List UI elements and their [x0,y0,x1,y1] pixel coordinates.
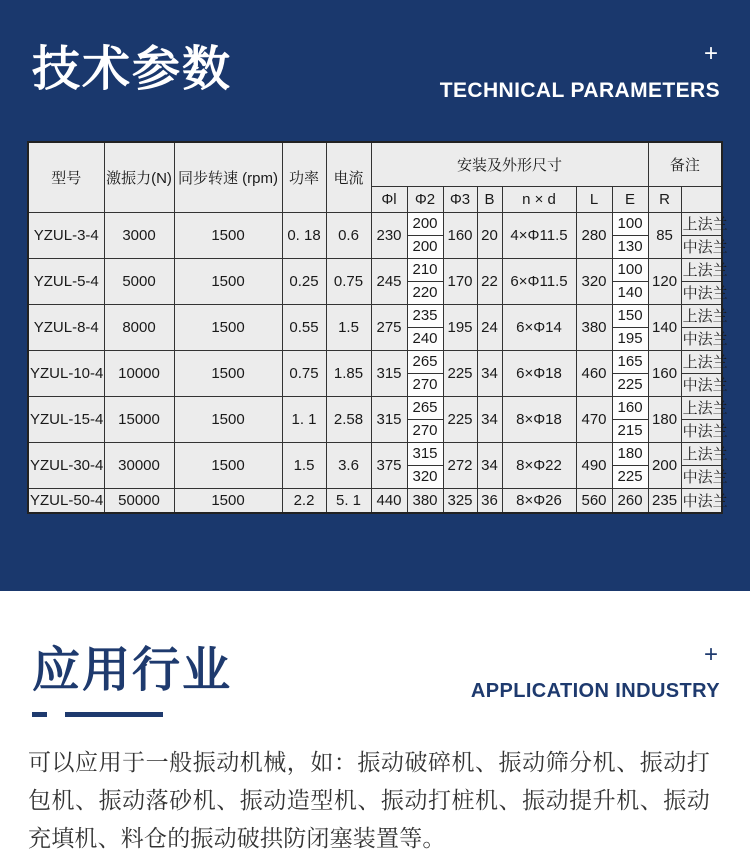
tech-section-corner [440,42,720,103]
table-row [28,350,722,373]
cell-e-top: 100 [612,258,648,281]
cell-r: 140 [648,304,681,350]
cell-force: 3000 [104,212,174,258]
cell-model: YZUL-5-4 [28,258,104,304]
app-section-title: 应用行业 [32,644,233,697]
cell-remark-top: 上法兰 [681,350,722,373]
plus-icon: + [703,641,718,668]
cell-model: YZUL-8-4 [28,304,104,350]
cell-e-bottom: 225 [612,373,648,396]
cell-power: 1.5 [282,442,326,488]
plus-icon: + [703,40,718,67]
spec-table [27,141,728,514]
cell-l: 320 [576,258,612,304]
cell-nxd: 6×Φ14 [502,304,576,350]
cell-speed: 1500 [174,350,282,396]
cell-phi1: 230 [371,212,407,258]
cell-phi1: 315 [371,350,407,396]
col-header-remark: 备注 [648,142,722,186]
cell-nxd: 8×Φ18 [502,396,576,442]
cell-current: 0.6 [326,212,371,258]
cell-power: 0. 18 [282,212,326,258]
cell-phi1: 375 [371,442,407,488]
cell-phi2-bottom: 240 [407,327,443,350]
cell-e-top: 180 [612,442,648,465]
cell-remark-top: 上法兰 [681,304,722,327]
cell-e-bottom: 195 [612,327,648,350]
cell-b: 34 [477,442,502,488]
col-header-power: 功率 [282,142,326,212]
cell-current: 5. 1 [326,488,371,513]
cell-b: 22 [477,258,502,304]
cell-r: 85 [648,212,681,258]
cell-e-bottom: 140 [612,281,648,304]
cell-force: 15000 [104,396,174,442]
cell-r: 160 [648,350,681,396]
cell-e-top: 100 [612,212,648,235]
cell-r: 180 [648,396,681,442]
cell-force: 30000 [104,442,174,488]
cell-e-top: 150 [612,304,648,327]
cell-remark-bottom: 中法兰 [681,419,722,442]
cell-b: 34 [477,350,502,396]
cell-l: 280 [576,212,612,258]
cell-phi3: 195 [443,304,477,350]
col-header-blank [681,186,722,212]
cell-phi2-bottom: 320 [407,465,443,488]
cell-phi1: 315 [371,396,407,442]
application-industry-section [0,591,750,866]
table-row [28,442,722,465]
col-header-nxd: n × d [502,186,576,212]
cell-model: YZUL-10-4 [28,350,104,396]
table-row [28,488,722,513]
cell-nxd: 6×Φ11.5 [502,258,576,304]
col-header-b: B [477,186,502,212]
cell-l: 470 [576,396,612,442]
cell-remark-top: 上法兰 [681,442,722,465]
cell-phi1: 440 [371,488,407,513]
cell-remark-bottom: 中法兰 [681,281,722,304]
cell-model: YZUL-50-4 [28,488,104,513]
cell-r: 200 [648,442,681,488]
cell-power: 0.25 [282,258,326,304]
cell-current: 1.5 [326,304,371,350]
cell-remark-top: 上法兰 [681,258,722,281]
title-underline [32,712,232,717]
cell-phi2-top: 235 [407,304,443,327]
cell-b: 34 [477,396,502,442]
cell-phi2-top: 200 [407,212,443,235]
col-header-e: E [612,186,648,212]
underline-square [32,712,47,717]
cell-phi2-bottom: 200 [407,235,443,258]
cell-r: 235 [648,488,681,513]
col-header-phi3: Φ3 [443,186,477,212]
cell-power: 2.2 [282,488,326,513]
cell-force: 50000 [104,488,174,513]
col-header-dimensions: 安装及外形尺寸 [371,142,648,186]
cell-b: 20 [477,212,502,258]
cell-speed: 1500 [174,442,282,488]
table-row [28,258,722,281]
cell-nxd: 8×Φ22 [502,442,576,488]
cell-l: 460 [576,350,612,396]
cell-remark-bottom: 中法兰 [681,235,722,258]
cell-phi2-top: 265 [407,350,443,373]
col-header-l: L [576,186,612,212]
cell-phi2: 380 [407,488,443,513]
col-header-speed: 同步转速 (rpm) [174,142,282,212]
cell-current: 1.85 [326,350,371,396]
cell-phi1: 275 [371,304,407,350]
cell-force: 5000 [104,258,174,304]
underline-bar [65,712,163,717]
cell-r: 120 [648,258,681,304]
cell-phi3: 325 [443,488,477,513]
cell-model: YZUL-30-4 [28,442,104,488]
application-description: 可以应用于一般振动机械，如：振动破碎机、振动筛分机、振动打包机、振动落砂机、振动造型机、振动打桩机、振动提升机、振动充填机、料仓的振动破拱防闭塞装置等。 [28,749,710,852]
cell-e: 260 [612,488,648,513]
cell-e-bottom: 130 [612,235,648,258]
cell-force: 8000 [104,304,174,350]
app-section-corner [471,643,720,703]
app-section-subtitle: APPLICATION INDUSTRY [470,680,720,702]
cell-remark-top: 上法兰 [681,212,722,235]
table-row [28,304,722,327]
cell-power: 0.55 [282,304,326,350]
tech-section-subtitle: TECHNICAL PARAMETERS [439,79,720,102]
cell-model: YZUL-3-4 [28,212,104,258]
cell-nxd: 6×Φ18 [502,350,576,396]
cell-speed: 1500 [174,258,282,304]
cell-phi3: 225 [443,396,477,442]
cell-l: 560 [576,488,612,513]
cell-current: 2.58 [326,396,371,442]
cell-remark: 中法兰 [681,488,722,513]
col-header-model: 型号 [28,142,104,212]
cell-phi2-bottom: 220 [407,281,443,304]
cell-force: 10000 [104,350,174,396]
cell-phi2-bottom: 270 [407,373,443,396]
app-section-header [0,591,750,717]
cell-nxd: 8×Φ26 [502,488,576,513]
tech-section-title: 技术参数 [32,43,233,96]
cell-remark-bottom: 中法兰 [681,373,722,396]
cell-speed: 1500 [174,396,282,442]
col-header-phi2: Φ2 [407,186,443,212]
cell-phi3: 272 [443,442,477,488]
col-header-r: R [648,186,681,212]
cell-phi2-top: 210 [407,258,443,281]
cell-nxd: 4×Φ11.5 [502,212,576,258]
app-title-block [32,643,232,717]
cell-e-top: 160 [612,396,648,419]
cell-current: 3.6 [326,442,371,488]
cell-e-bottom: 215 [612,419,648,442]
cell-l: 490 [576,442,612,488]
table-row [28,212,722,235]
col-header-force: 激振力(N) [104,142,174,212]
cell-l: 380 [576,304,612,350]
cell-phi3: 225 [443,350,477,396]
tech-section-header [0,0,750,101]
cell-current: 0.75 [326,258,371,304]
col-header-current: 电流 [326,142,371,212]
cell-phi2-bottom: 270 [407,419,443,442]
cell-power: 0.75 [282,350,326,396]
cell-phi1: 245 [371,258,407,304]
cell-phi3: 160 [443,212,477,258]
table-header-row [28,142,722,186]
col-header-phi1: Φl [371,186,407,212]
cell-b: 24 [477,304,502,350]
cell-phi3: 170 [443,258,477,304]
cell-remark-top: 上法兰 [681,396,722,419]
cell-speed: 1500 [174,212,282,258]
cell-speed: 1500 [174,488,282,513]
cell-b: 36 [477,488,502,513]
table-row [28,396,722,419]
cell-speed: 1500 [174,304,282,350]
cell-remark-bottom: 中法兰 [681,465,722,488]
cell-phi2-top: 265 [407,396,443,419]
cell-model: YZUL-15-4 [28,396,104,442]
cell-e-bottom: 225 [612,465,648,488]
cell-remark-bottom: 中法兰 [681,327,722,350]
cell-power: 1. 1 [282,396,326,442]
cell-phi2-top: 315 [407,442,443,465]
cell-e-top: 165 [612,350,648,373]
